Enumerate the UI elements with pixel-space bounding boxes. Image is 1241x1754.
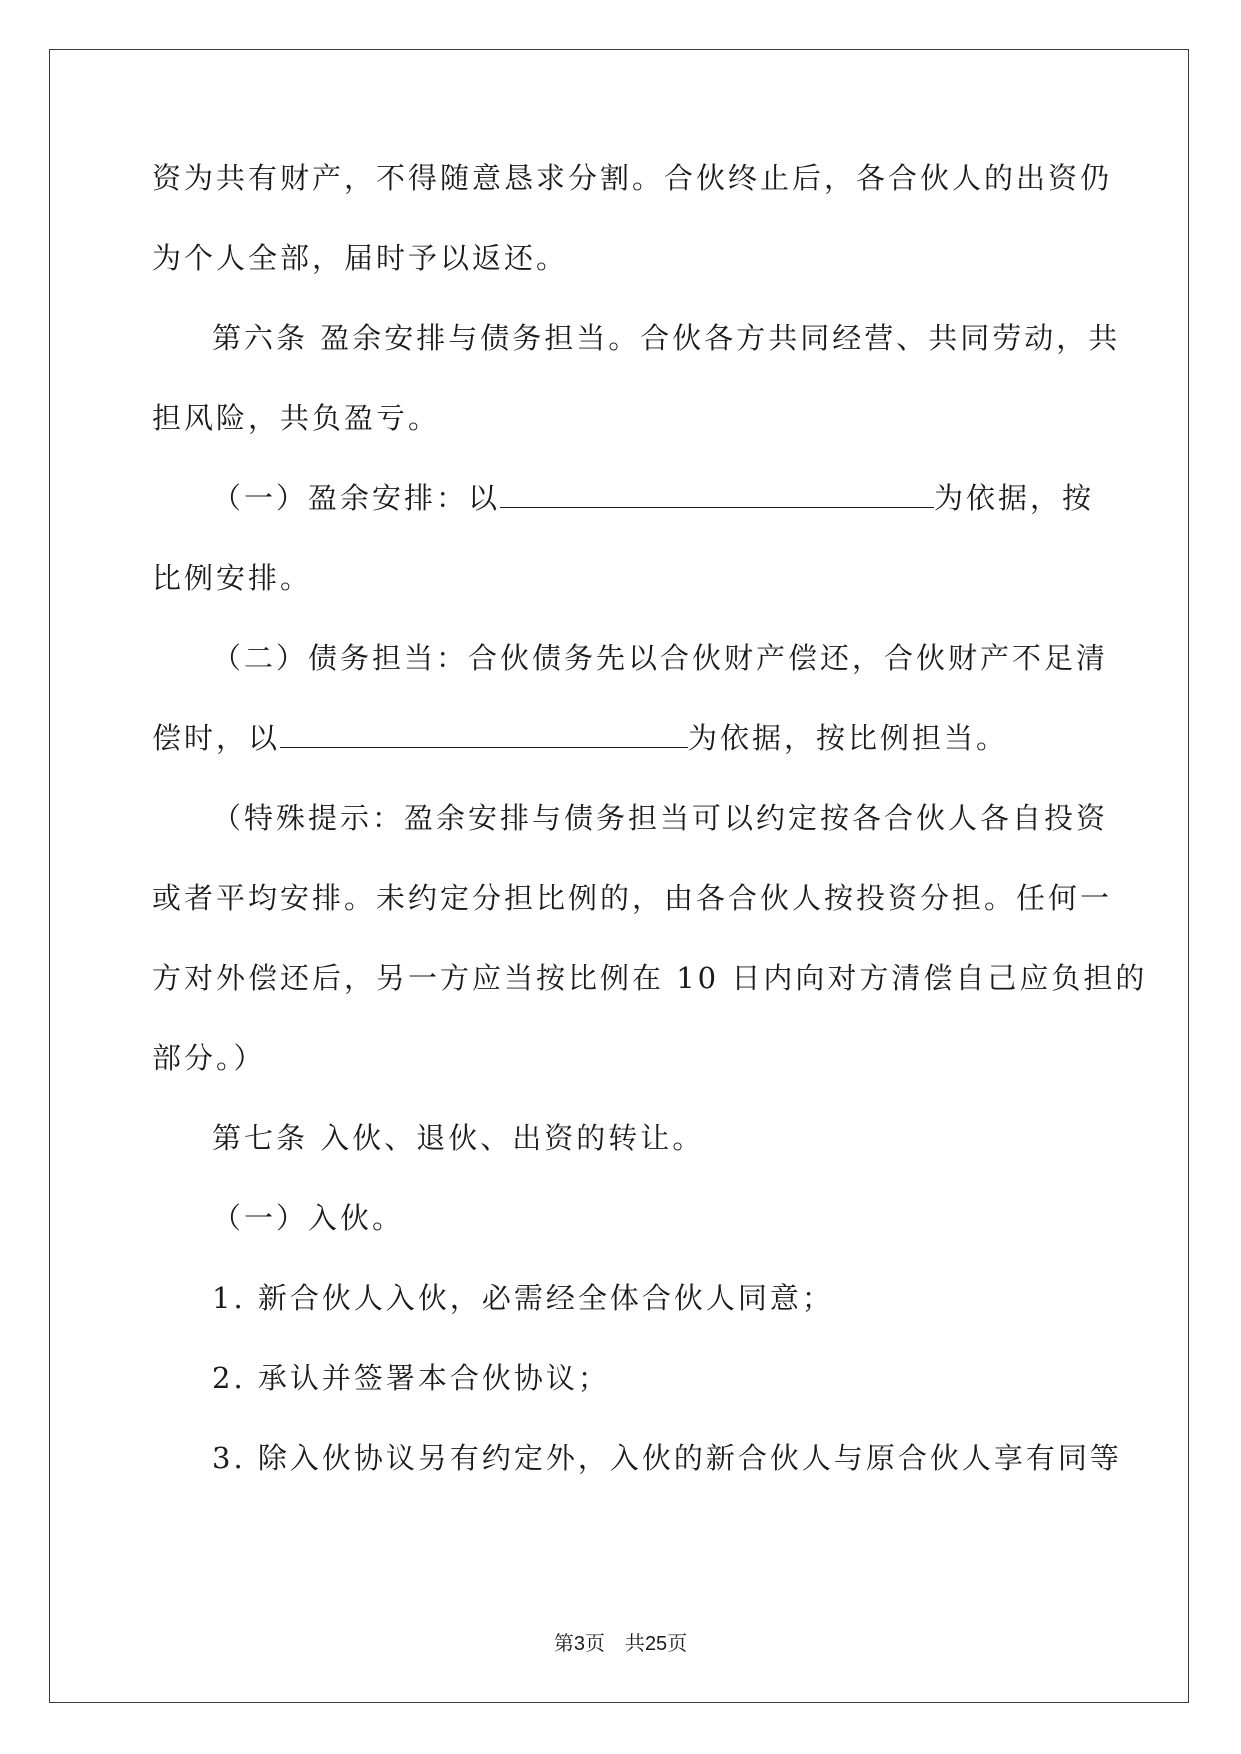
body-line: 为个人全部，届时予以返还。 — [152, 241, 569, 275]
profit-allocation-suffix: 为依据，按 — [934, 481, 1095, 515]
footer-suffix: 页 — [667, 1633, 688, 1655]
list-item: 3. 除入伙协议另有约定外，入伙的新合伙人与原合伙人享有同等 — [212, 1441, 1122, 1475]
list-item: 2. 承认并签署本合伙协议； — [212, 1361, 610, 1395]
debt-bearing-line: （二）债务担当：合伙债务先以合伙财产偿还，合伙财产不足清 — [212, 641, 1109, 675]
debt-basis-line — [152, 718, 1008, 758]
section-heading: （一）入伙。 — [212, 1201, 405, 1235]
special-note-line: （特殊提示：盈余安排与债务担当可以约定按各合伙人各自投资 — [212, 801, 1109, 835]
profit-basis-blank[interactable] — [500, 479, 934, 508]
article-6-heading: 第六条 盈余安排与债务担当。合伙各方共同经营、共同劳动，共 — [212, 321, 1121, 355]
body-line: 资为共有财产，不得随意恳求分割。合伙终止后，各合伙人的出资仍 — [152, 161, 1113, 195]
debt-basis-label: 偿时，以 — [152, 721, 281, 755]
debt-basis-suffix: 为依据，按比例担当。 — [688, 721, 1009, 755]
page-footer — [0, 1627, 1241, 1656]
body-line: 比例安排。 — [152, 561, 313, 595]
article-7-heading: 第七条 入伙、退伙、出资的转让。 — [212, 1121, 705, 1155]
body-line: 部分。） — [152, 1041, 266, 1075]
profit-allocation-line — [212, 478, 1094, 518]
footer-prefix: 第 — [553, 1633, 574, 1655]
total-page-number: 25 — [644, 1633, 668, 1655]
current-page-number: 3 — [573, 1633, 585, 1655]
footer-mid: 页 共 — [584, 1633, 645, 1655]
profit-allocation-label: （一）盈余安排：以 — [212, 481, 501, 515]
list-item: 1. 新合伙人入伙，必需经全体合伙人同意； — [212, 1281, 834, 1315]
body-line: 方对外偿还后，另一方应当按比例在 10 日内向对方清偿自己应负担的 — [152, 961, 1148, 995]
body-line: 或者平均安排。未约定分担比例的，由各合伙人按投资分担。任何一 — [152, 881, 1113, 915]
body-line: 担风险，共负盈亏。 — [152, 401, 441, 435]
debt-basis-blank[interactable] — [280, 719, 688, 748]
